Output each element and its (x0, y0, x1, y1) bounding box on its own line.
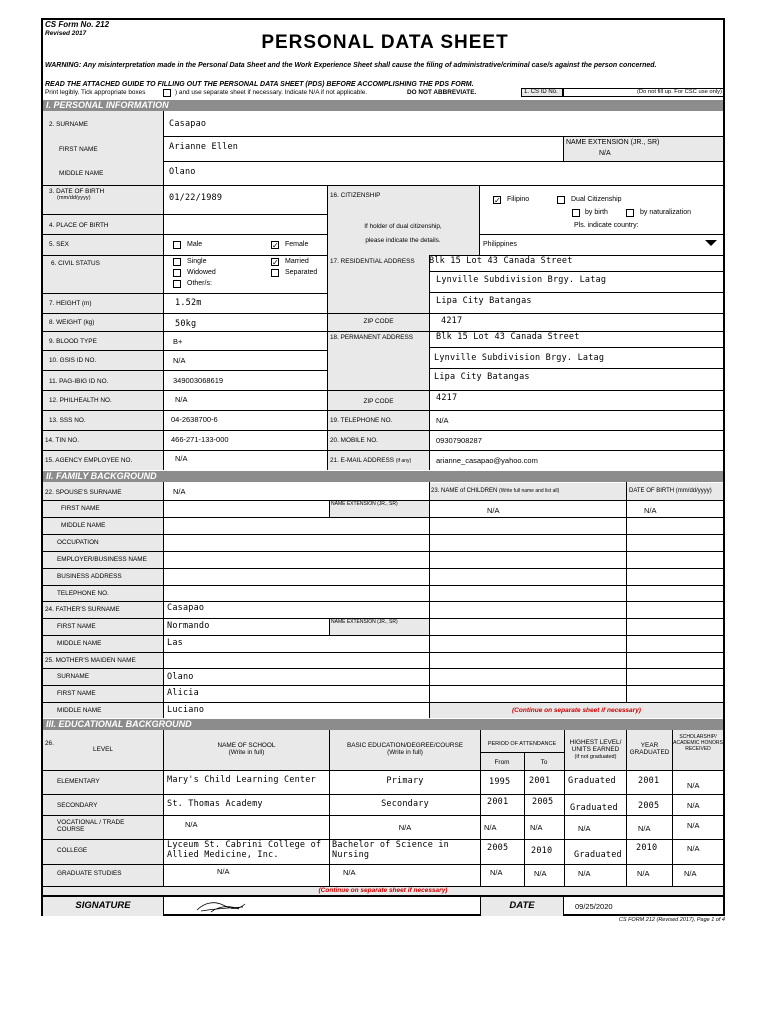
occupation-label: OCCUPATION (57, 539, 99, 546)
surname-label: 2. SURNAME (49, 121, 89, 128)
edu-to[interactable]: 2010 (531, 846, 553, 856)
mother-first-name-label: FIRST NAME (57, 690, 96, 697)
edu-level-college: COLLEGE (57, 847, 88, 854)
first-name-label: FIRST NAME (59, 146, 98, 153)
edu-from[interactable]: 2001 (487, 797, 509, 807)
edu-school[interactable]: N/A (185, 820, 198, 829)
do-not-abbreviate: DO NOT ABBREVIATE. (407, 89, 477, 96)
married-checkbox[interactable] (271, 258, 279, 266)
email-value[interactable]: arianne_casapao@yahoo.com (436, 456, 538, 465)
check-mark-icon: ✓ (494, 196, 501, 205)
agency-employee-label: 15. AGENCY EMPLOYEE NO. (45, 457, 133, 464)
father-first-name-label: FIRST NAME (57, 623, 96, 630)
residential-line-1[interactable]: Blk 15 Lot 43 Canada Street (429, 256, 573, 266)
date-value[interactable]: 09/25/2020 (575, 902, 613, 911)
edu-year[interactable]: 2005 (638, 801, 660, 811)
edu-level-elementary: ELEMENTARY (57, 778, 100, 785)
edu-school[interactable]: Mary's Child Learning Center (167, 775, 316, 785)
citizenship-label: 16. CITIZENSHIP (330, 192, 381, 199)
tin-label: 14. TIN NO. (45, 437, 79, 444)
blood-type-label: 9. BLOOD TYPE (49, 338, 97, 345)
children-dob-label: DATE OF BIRTH (mm/dd/yyyy) (629, 488, 712, 494)
female-label: Female (285, 241, 309, 248)
edu-honors[interactable]: N/A (687, 781, 700, 790)
philhealth-label: 12. PHILHEALTH NO. (49, 397, 112, 404)
edu-level-graduate: GRADUATE STUDIES (57, 870, 122, 877)
section-personal-info: I. PERSONAL INFORMATION (43, 100, 723, 111)
children-label: 23. NAME of CHILDREN (Write full name and list all) (431, 488, 560, 494)
name-ext-label: NAME EXTENSION (JR., SR) (566, 139, 660, 146)
residential-zip-label: ZIP CODE (363, 318, 394, 325)
edu-year[interactable]: N/A (638, 824, 651, 833)
child-dob-value[interactable]: N/A (644, 506, 657, 515)
spouse-middle-name-label: MIDDLE NAME (61, 522, 106, 529)
family-continue-note: (Continue on separate sheet if necessary) (512, 707, 641, 714)
edu-year[interactable]: N/A (637, 869, 650, 878)
signature-scribble (193, 899, 253, 914)
male-checkbox[interactable] (173, 241, 181, 249)
spouse-surname-value[interactable]: N/A (173, 487, 186, 496)
edu-school[interactable]: St. Thomas Academy (167, 799, 263, 809)
middle-name-value[interactable]: Olano (169, 167, 196, 177)
education-number: 26. (45, 740, 54, 747)
father-first-name-value[interactable]: Normando (167, 621, 210, 631)
dual-note-2: please indicate the details. (365, 237, 441, 244)
edu-course[interactable]: Secondary (381, 799, 429, 809)
father-middle-name-value[interactable]: Las (167, 638, 183, 648)
separated-label: Separated (285, 269, 318, 276)
page-footer-note: CS FORM 212 (Revised 2017), Page 1 of 4 (618, 917, 725, 923)
by-birth-label: by birth (585, 209, 608, 216)
father-surname-value[interactable]: Casapao (167, 603, 205, 613)
by-naturalization-label: by naturalization (640, 209, 691, 216)
permanent-line-2[interactable]: Lynville Subdivision Brgy. Latag (434, 353, 605, 363)
country-select[interactable] (480, 235, 723, 255)
sample-tick-box (163, 89, 171, 97)
residential-zip-value[interactable]: 4217 (441, 316, 463, 326)
telephone-label: 19. TELEPHONE NO. (330, 417, 393, 424)
business-address-label: BUSINESS ADDRESS (57, 573, 122, 580)
form-number: CS Form No. 212 (45, 20, 110, 29)
separated-checkbox[interactable] (271, 269, 279, 277)
page-title: PERSONAL DATA SHEET (261, 32, 509, 53)
father-surname-label: 24. FATHER'S SURNAME (45, 606, 120, 613)
mother-middle-name-label: MIDDLE NAME (57, 707, 102, 714)
edu-course[interactable]: Bachelor of Science in Nursing (332, 840, 449, 860)
edu-school[interactable]: N/A (217, 867, 230, 876)
surname-value[interactable]: Casapao (169, 119, 207, 129)
married-label: Married (285, 258, 309, 265)
edu-level-vocational: VOCATIONAL / TRADE COURSE (57, 819, 125, 834)
height-value[interactable]: 1.52m (175, 298, 202, 308)
female-checkbox[interactable] (271, 241, 279, 249)
widowed-label: Widowed (187, 269, 216, 276)
edu-honors[interactable]: N/A (687, 801, 700, 810)
cs-id-field[interactable]: (Do not fill up. For CSC use only) (563, 88, 725, 97)
pagibig-value[interactable]: 349003068619 (173, 376, 224, 385)
tin-value[interactable]: 466-271-133-000 (171, 435, 229, 444)
filipino-label: Filipino (507, 196, 530, 203)
dual-checkbox[interactable] (557, 196, 565, 204)
spouse-surname-label: 22. SPOUSE'S SURNAME (45, 489, 122, 496)
residential-line-3[interactable]: Lipa City Batangas (436, 296, 532, 306)
to-header: To (540, 759, 548, 766)
edu-to[interactable]: N/A (534, 869, 547, 878)
edu-from[interactable]: 2005 (487, 843, 509, 853)
school-header: NAME OF SCHOOL (Write in full) (217, 742, 276, 757)
check-mark-icon: ✓ (272, 258, 279, 267)
blood-type-value[interactable]: B+ (173, 337, 183, 346)
permanent-line-1[interactable]: Blk 15 Lot 43 Canada Street (436, 332, 580, 342)
edu-highest[interactable]: Graduated (570, 803, 618, 813)
edu-highest[interactable]: Graduated (574, 850, 622, 860)
spouse-first-name-label: FIRST NAME (61, 505, 100, 512)
pds-page (41, 18, 725, 916)
first-name-value[interactable]: Arianne Ellen (169, 142, 239, 152)
dob-label: 3. DATE OF BIRTH (mm/dd/yyyy) (49, 188, 105, 202)
edu-level-secondary: SECONDARY (57, 802, 98, 809)
sss-value[interactable]: 04-2638700-6 (171, 415, 218, 424)
edu-school[interactable]: Lyceum St. Cabrini College of Allied Medicine, Inc. (167, 840, 322, 860)
email-label: 21. E-MAIL ADDRESS (if any) (330, 457, 412, 464)
civil-status-label: 6. CIVIL STATUS (51, 260, 100, 267)
edu-from[interactable]: 1995 (489, 777, 511, 787)
others-label: Other/s: (187, 280, 212, 287)
philhealth-value[interactable]: N/A (175, 395, 188, 404)
sex-label: 5. SEX (49, 241, 69, 248)
dual-label: Dual Citizenship (571, 196, 622, 203)
edu-honors[interactable]: N/A (687, 844, 700, 853)
signature-field[interactable] (193, 899, 253, 914)
by-birth-checkbox[interactable] (572, 209, 580, 217)
single-label: Single (187, 258, 207, 265)
print-instructions: Print legibly. Tick appropriate boxes ) and use separate sheet if necessary. Indicate N/A if not applicable. DO NOT ABBREVIATE. 1. CS ID No. (Do not fill up. For CSC use only) (43, 89, 723, 99)
indicate-country-label: Pls. indicate country: (574, 222, 639, 229)
edu-from[interactable]: N/A (490, 868, 503, 877)
mother-surname-value[interactable]: Olano (167, 672, 194, 682)
gsis-value[interactable]: N/A (173, 356, 186, 365)
edu-honors[interactable]: N/A (684, 869, 697, 878)
guide-text: READ THE ATTACHED GUIDE TO FILLING OUT THE PERSONAL DATA SHEET (PDS) BEFORE ACCOMPLISHING THE PDS FORM. (45, 81, 474, 88)
form-revision: Revised 2017 (45, 30, 87, 37)
edu-from[interactable]: N/A (484, 823, 497, 832)
weight-label: 8. WEIGHT (kg) (49, 319, 95, 326)
section-educational-background: III. EDUCATIONAL BACKGROUND (43, 719, 723, 730)
place-of-birth-label: 4. PLACE OF BIRTH (49, 222, 109, 229)
edu-to[interactable]: 2001 (529, 776, 551, 786)
from-header: From (494, 759, 510, 766)
permanent-line-3[interactable]: Lipa City Batangas (434, 372, 530, 382)
edu-course[interactable]: N/A (398, 823, 412, 832)
height-label: 7. HEIGHT (m) (49, 300, 92, 307)
mother-first-name-value[interactable]: Alicia (167, 688, 199, 698)
edu-course[interactable]: N/A (343, 868, 356, 877)
mother-maiden-name-label: 25. MOTHER'S MAIDEN NAME (45, 657, 136, 664)
filipino-checkbox[interactable] (493, 196, 501, 204)
cs-id-label: 1. CS ID No. (521, 88, 563, 97)
spouse-name-ext-label: NAME EXTENSION (JR., SR) (331, 501, 398, 507)
highest-header: HIGHEST LEVEL/ UNITS EARNED (if not graduated) (569, 739, 622, 760)
warning-text: WARNING: Any misinterpretation made in the Personal Data Sheet and the Work Experience Sheet shall cause the filing of administrative/criminal case/s against the person concerned. (45, 62, 657, 69)
middle-name-label: MIDDLE NAME (59, 170, 104, 177)
permanent-address-label: 18. PERMANENT ADDRESS (330, 334, 413, 341)
permanent-zip-value[interactable]: 4217 (436, 393, 458, 403)
male-label: Male (187, 241, 203, 248)
date-label: DATE (509, 900, 535, 911)
section-family-background: II. FAMILY BACKGROUND (43, 471, 723, 482)
sss-label: 13. SSS NO. (49, 417, 86, 424)
year-graduated-header: YEAR GRADUATED (629, 742, 670, 757)
name-ext-value[interactable]: N/A (599, 150, 611, 157)
edu-honors[interactable]: N/A (687, 821, 700, 830)
dropdown-arrow-icon (705, 240, 717, 246)
edu-highest[interactable]: Graduated (568, 776, 616, 786)
edu-year[interactable]: 2010 (636, 843, 658, 853)
period-header: PERIOD OF ATTENDANCE (487, 741, 557, 747)
country-value: Philippines (483, 241, 517, 248)
mother-middle-name-value[interactable]: Luciano (167, 705, 205, 715)
edu-to[interactable]: N/A (530, 823, 543, 832)
widowed-checkbox[interactable] (173, 269, 181, 277)
honors-header: SCHOLARSHIP/ ACADEMIC HONORS RECEIVED (673, 734, 723, 752)
check-mark-icon: ✓ (272, 241, 279, 250)
education-continue-note: (Continue on separate sheet if necessary) (318, 887, 448, 894)
dual-note-1: If holder of dual citizenship, (364, 223, 442, 230)
telephone-value[interactable]: N/A (436, 416, 449, 425)
weight-value[interactable]: 50kg (175, 319, 197, 329)
edu-year[interactable]: 2001 (638, 776, 660, 786)
edu-to[interactable]: 2005 (532, 797, 554, 807)
permanent-zip-label: ZIP CODE (363, 398, 394, 405)
level-header: LEVEL (93, 746, 113, 753)
mobile-label: 20. MOBILE NO. (330, 437, 378, 444)
dob-value[interactable]: 01/22/1989 (169, 193, 223, 203)
father-name-ext-label: NAME EXTENSION (JR., SR) (331, 619, 398, 625)
residential-address-label: 17. RESIDENTIAL ADDRESS (330, 258, 415, 265)
edu-course[interactable]: Primary (386, 776, 424, 786)
others-checkbox[interactable] (173, 280, 181, 288)
signature-label: SIGNATURE (75, 900, 131, 911)
child-name-value[interactable]: N/A (487, 506, 500, 515)
pagibig-label: 11. PAG-IBIG ID NO. (49, 378, 109, 385)
residential-line-2[interactable]: Lynville Subdivision Brgy. Latag (436, 275, 607, 285)
edu-highest[interactable]: N/A (578, 869, 591, 878)
agency-employee-value[interactable]: N/A (175, 454, 188, 463)
mother-surname-label: SURNAME (57, 673, 89, 680)
edu-highest[interactable]: N/A (578, 824, 591, 833)
spouse-telephone-label: TELEPHONE NO. (57, 590, 109, 597)
gsis-label: 10. GSIS ID NO. (49, 357, 97, 364)
single-checkbox[interactable] (173, 258, 181, 266)
employer-label: EMPLOYER/BUSINESS NAME (57, 556, 147, 563)
course-header: BASIC EDUCATION/DEGREE/COURSE (Write in full) (347, 742, 463, 757)
father-middle-name-label: MIDDLE NAME (57, 640, 102, 647)
mobile-value[interactable]: 09307908287 (436, 436, 482, 445)
by-naturalization-checkbox[interactable] (626, 209, 634, 217)
